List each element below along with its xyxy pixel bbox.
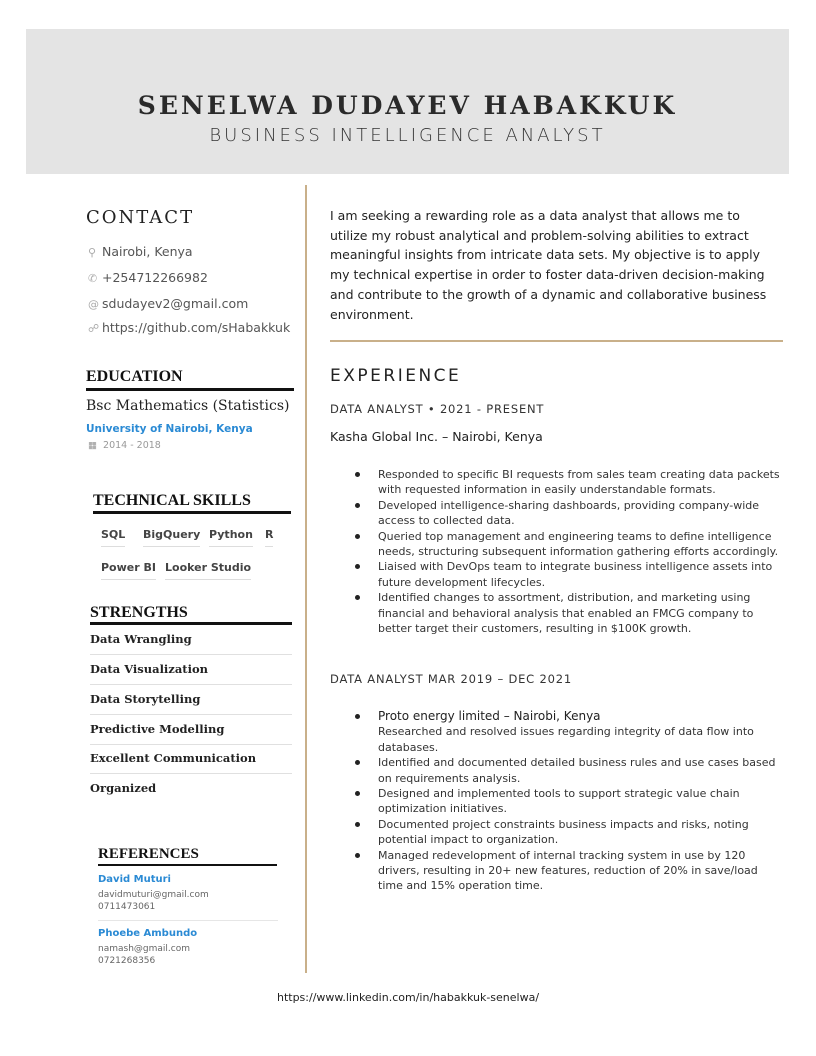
calendar-icon: ▦ (88, 440, 97, 451)
job-bullet: Responded to specific BI requests from sales team creating data packets with requested information in easily understandable formats. (378, 467, 783, 498)
link-icon: ☍ (88, 322, 100, 335)
reference-email[interactable]: davidmuturi@gmail.com (98, 890, 209, 900)
location-text: Nairobi, Kenya (102, 244, 193, 259)
reference-phone: 0711473061 (98, 902, 156, 912)
references-rule (98, 864, 277, 866)
candidate-name: SENELWA DUDAYEV HABAKKUK (137, 91, 678, 120)
job-bullet: Identified and documented detailed business rules and use cases based on requirements analysis. (378, 755, 783, 786)
resume-header (26, 29, 789, 174)
at-sign-icon: @ (88, 298, 99, 311)
skill-tag: BigQuery (143, 528, 200, 547)
skill-tag: SQL (101, 528, 125, 547)
job-bullets (378, 467, 783, 636)
email-text[interactable]: sdudayev2@gmail.com (102, 296, 249, 311)
job-company: Proto energy limited – Nairobi, Kenya (378, 709, 601, 723)
job-bullets (378, 709, 783, 894)
contact-location (88, 244, 193, 259)
job-bullet: Queried top management and engineering teams to define intelligence needs, structuring subsequent information gathering efforts accordingly. (378, 529, 783, 560)
linkedin-link[interactable]: https://www.linkedin.com/in/habakkuk-senelwa/ (276, 991, 540, 1004)
contact-heading: CONTACT (86, 207, 195, 228)
job-bullet: Developed intelligence-sharing dashboards, providing company-wide access to collected data. (378, 498, 783, 529)
reference-name: Phoebe Ambundo (98, 928, 198, 939)
job-header: DATA ANALYST MAR 2019 – DEC 2021 (330, 672, 572, 686)
job-bullet: Documented project constraints business impacts and risks, noting potential impact to organization. (378, 817, 783, 848)
phone-icon: ✆ (88, 272, 98, 285)
degree: Bsc Mathematics (Statistics) (86, 398, 290, 414)
strength-item: Data Storytelling (90, 692, 292, 715)
skill-tag: Python (209, 528, 253, 547)
reference-phone: 0721268356 (98, 956, 156, 966)
strengths-rule (90, 622, 292, 625)
contact-phone (88, 270, 208, 285)
education-dates (88, 440, 161, 451)
job-company: Kasha Global Inc. – Nairobi, Kenya (330, 429, 543, 444)
job-bullet-text: Researched and resolved issues regarding integrity of data flow into databases. (378, 725, 754, 754)
contact-github[interactable] (88, 320, 290, 335)
strength-item: Data Visualization (90, 662, 292, 685)
strengths-heading: STRENGTHS (90, 604, 188, 621)
candidate-title: BUSINESS INTELLIGENCE ANALYST (209, 125, 606, 146)
job-bullet: Identified changes to assortment, distribution, and marketing using financial and behavioral analysis that enabled an FMCG company to better target their customers, resulting in $100K growth. (378, 590, 783, 636)
skill-tag: Looker Studio (165, 561, 251, 580)
skill-tag: R (265, 528, 273, 547)
strength-item: Data Wrangling (90, 632, 292, 655)
job-bullet: Designed and implemented tools to support strategic value chain optimization initiatives. (378, 786, 783, 817)
skills-rule (93, 511, 291, 514)
reference-email[interactable]: namash@gmail.com (98, 944, 190, 954)
strength-item: Organized (90, 781, 157, 795)
references-heading: REFERENCES (98, 846, 199, 862)
skill-tag: Power BI (101, 561, 156, 580)
github-link[interactable]: https://github.com/sHabakkuk (102, 320, 291, 335)
strength-item: Excellent Communication (90, 751, 292, 774)
job-bullet-with-company (378, 709, 783, 755)
skills-heading: TECHNICAL SKILLS (93, 492, 251, 509)
reference-separator (98, 920, 278, 921)
reference-name: David Muturi (98, 874, 171, 885)
job-bullet: Liaised with DevOps team to integrate business intelligence assets into future development lifecycles. (378, 559, 783, 590)
strength-item: Predictive Modelling (90, 722, 292, 745)
job-header: DATA ANALYST • 2021 - PRESENT (330, 402, 545, 416)
education-heading: EDUCATION (86, 368, 183, 385)
location-pin-icon: ⚲ (88, 246, 97, 259)
contact-email[interactable] (88, 296, 248, 311)
phone-text: +254712266982 (102, 270, 208, 285)
education-dates-text: 2014 - 2018 (103, 440, 161, 451)
summary-divider (330, 340, 783, 342)
experience-heading: EXPERIENCE (330, 366, 462, 386)
column-divider (305, 185, 307, 973)
university: University of Nairobi, Kenya (86, 423, 253, 435)
profile-summary: I am seeking a rewarding role as a data analyst that allows me to utilize my robust analytical and problem-solving abilities to extract meaningful insights from intricate data sets. My objective is to apply my technical expertise in order to foster data-driven decision-making and contribute to the growth of a dynamic and collaborative business environment. (330, 208, 767, 322)
job-bullet: Managed redevelopment of internal tracking system in use by 120 drivers, resulting in 20+ new features, reduction of 20% in save/load time and 15% operation time. (378, 848, 783, 894)
education-rule (86, 388, 294, 391)
